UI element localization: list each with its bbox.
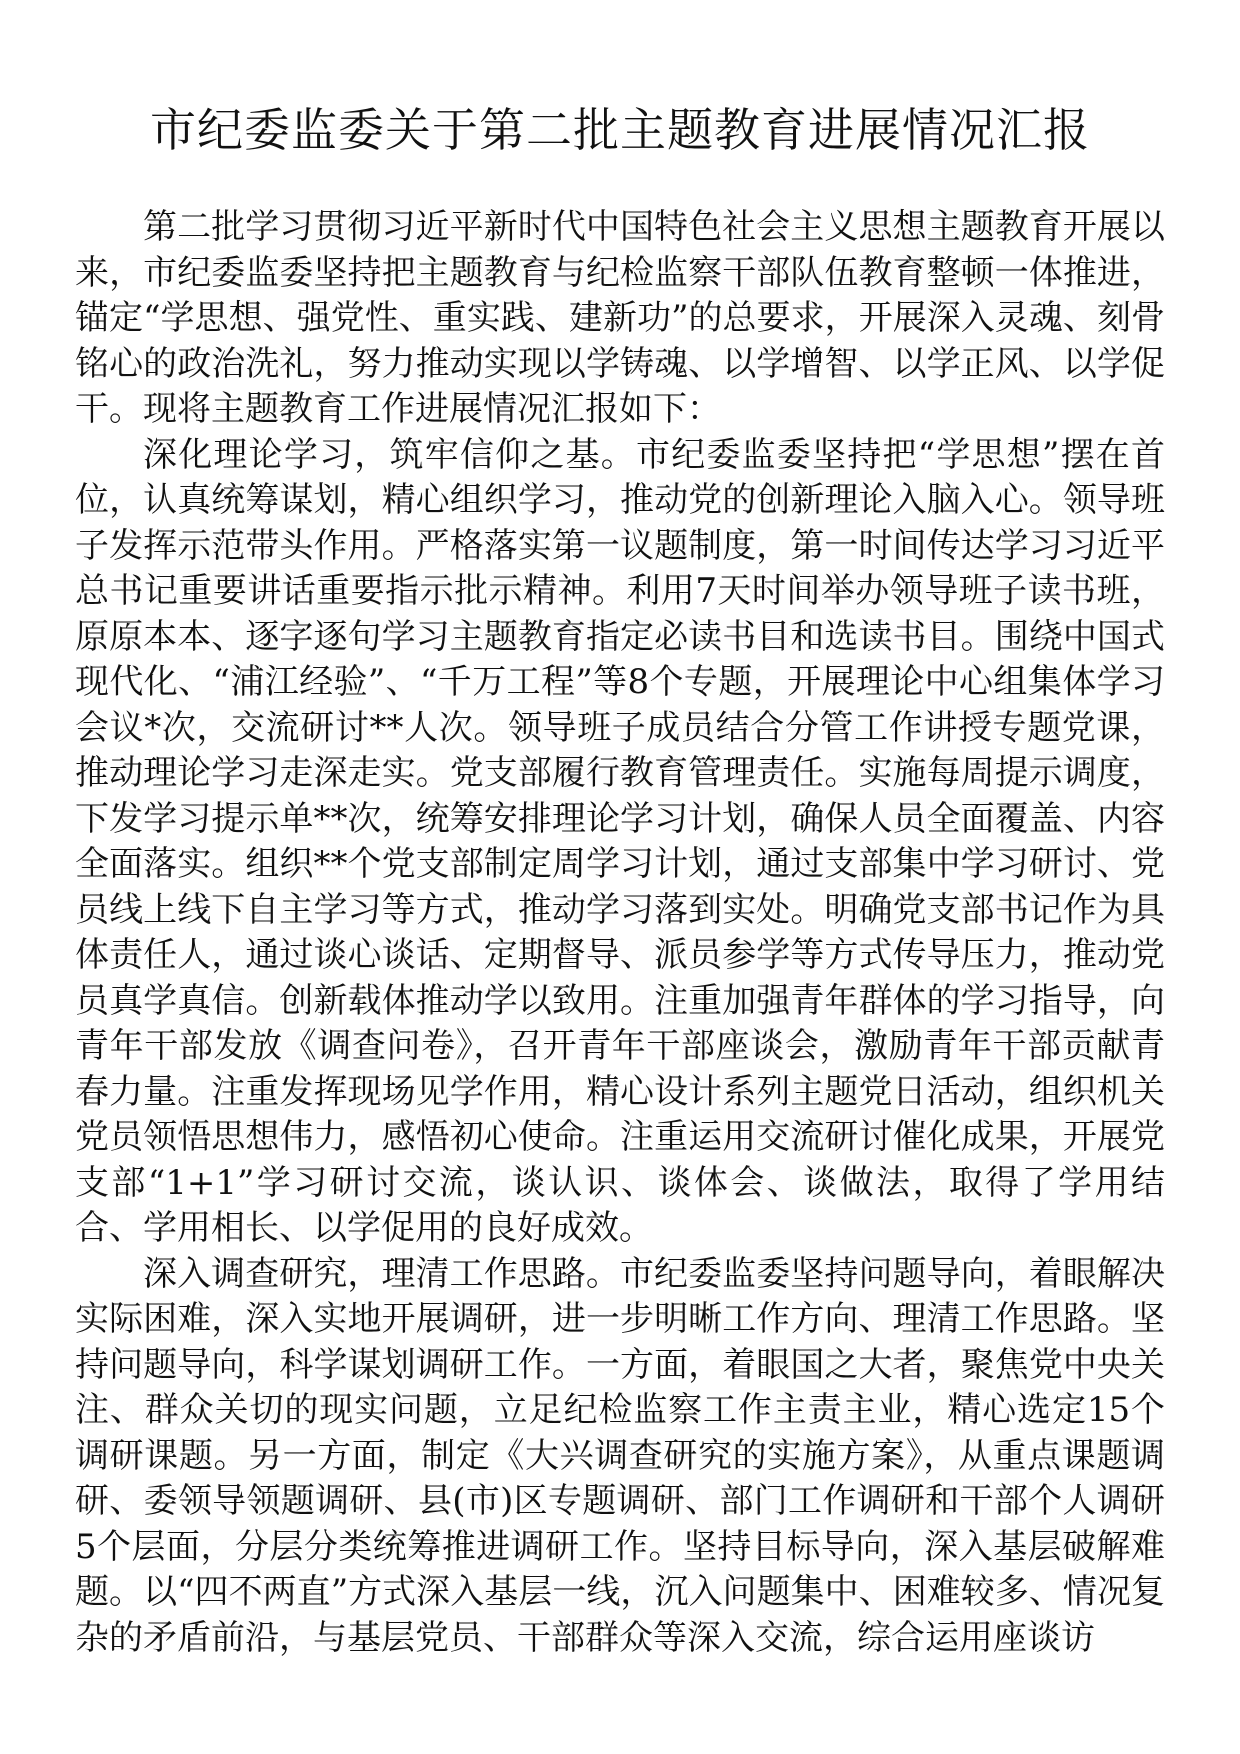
- paragraph-theory-study: 深化理论学习，筑牢信仰之基。市纪委监委坚持把“学思想”摆在首位，认真统筹谋划，精心组织学习，推动党的创新理论入脑入心。领导班子发挥示范带头作用。严格落实第一议题制度，第一时间传达学习习近平总书记重要讲话重要指示批示精神。利用7天时间举办领导班子读书班，原原本本、逐字逐句学习主题教育指定必读书目和选读书目。围绕中国式现代化、“浦江经验”、“千万工程”等8个专题，开展理论中心组集体学习会议*次，交流研讨**人次。领导班子成员结合分管工作讲授专题党课，推动理论学习走深走实。党支部履行教育管理责任。实施每周提示调度，下发学习提示单**次，统筹安排理论学习计划，确保人员全面覆盖、内容全面落实。组织**个党支部制定周学习计划，通过支部集中学习研讨、党员线上线下自主学习等方式，推动学习落到实处。明确党支部书记作为具体责任人，通过谈心谈话、定期督导、派员参学等方式传导压力，推动党员真学真信。创新载体推动学以致用。注重加强青年群体的学习指导，向青年干部发放《调查问卷》，召开青年干部座谈会，激励青年干部贡献青春力量。注重发挥现场见学作用，精心设计系列主题党日活动，组织机关党员领悟思想伟力，感悟初心使命。注重运用交流研讨催化成果，开展党支部“1+1”学习研讨交流，谈认识、谈体会、谈做法，取得了学用结合、学用相长、以学促用的良好成效。: [75, 434, 1165, 1248]
- document-title: 市纪委监委关于第二批主题教育进展情况汇报: [150, 103, 1090, 157]
- document-page: [75, 95, 1165, 1661]
- paragraph-intro: 第二批学习贯彻习近平新时代中国特色社会主义思想主题教育开展以来，市纪委监委坚持把主题教育与纪检监察干部队伍教育整顿一体推进，锚定“学思想、强党性、重实践、建新功”的总要求，开展深入灵魂、刻骨铭心的政治洗礼，努力推动实现以学铸魂、以学增智、以学正风、以学促干。现将主题教育工作进展情况汇报如下：: [75, 207, 1165, 429]
- paragraph-research: 深入调查研究，理清工作思路。市纪委监委坚持问题导向，着眼解决实际困难，深入实地开展调研，进一步明晰工作方向、理清工作思路。坚持问题导向，科学谋划调研工作。一方面，着眼国之大者，聚焦党中央关注、群众关切的现实问题，立足纪检监察工作主责主业，精心选定15个调研课题。另一方面，制定《大兴调查研究的实施方案》，从重点课题调研、委领导领题调研、县(市)区专题调研、部门工作调研和干部个人调研5个层面，分层分类统筹推进调研工作。坚持目标导向，深入基层破解难题。以“四不两直”方式深入基层一线，沉入问题集中、困难较多、情况复杂的矛盾前沿，与基层党员、干部群众等深入交流，综合运用座谈访: [75, 1253, 1165, 1658]
